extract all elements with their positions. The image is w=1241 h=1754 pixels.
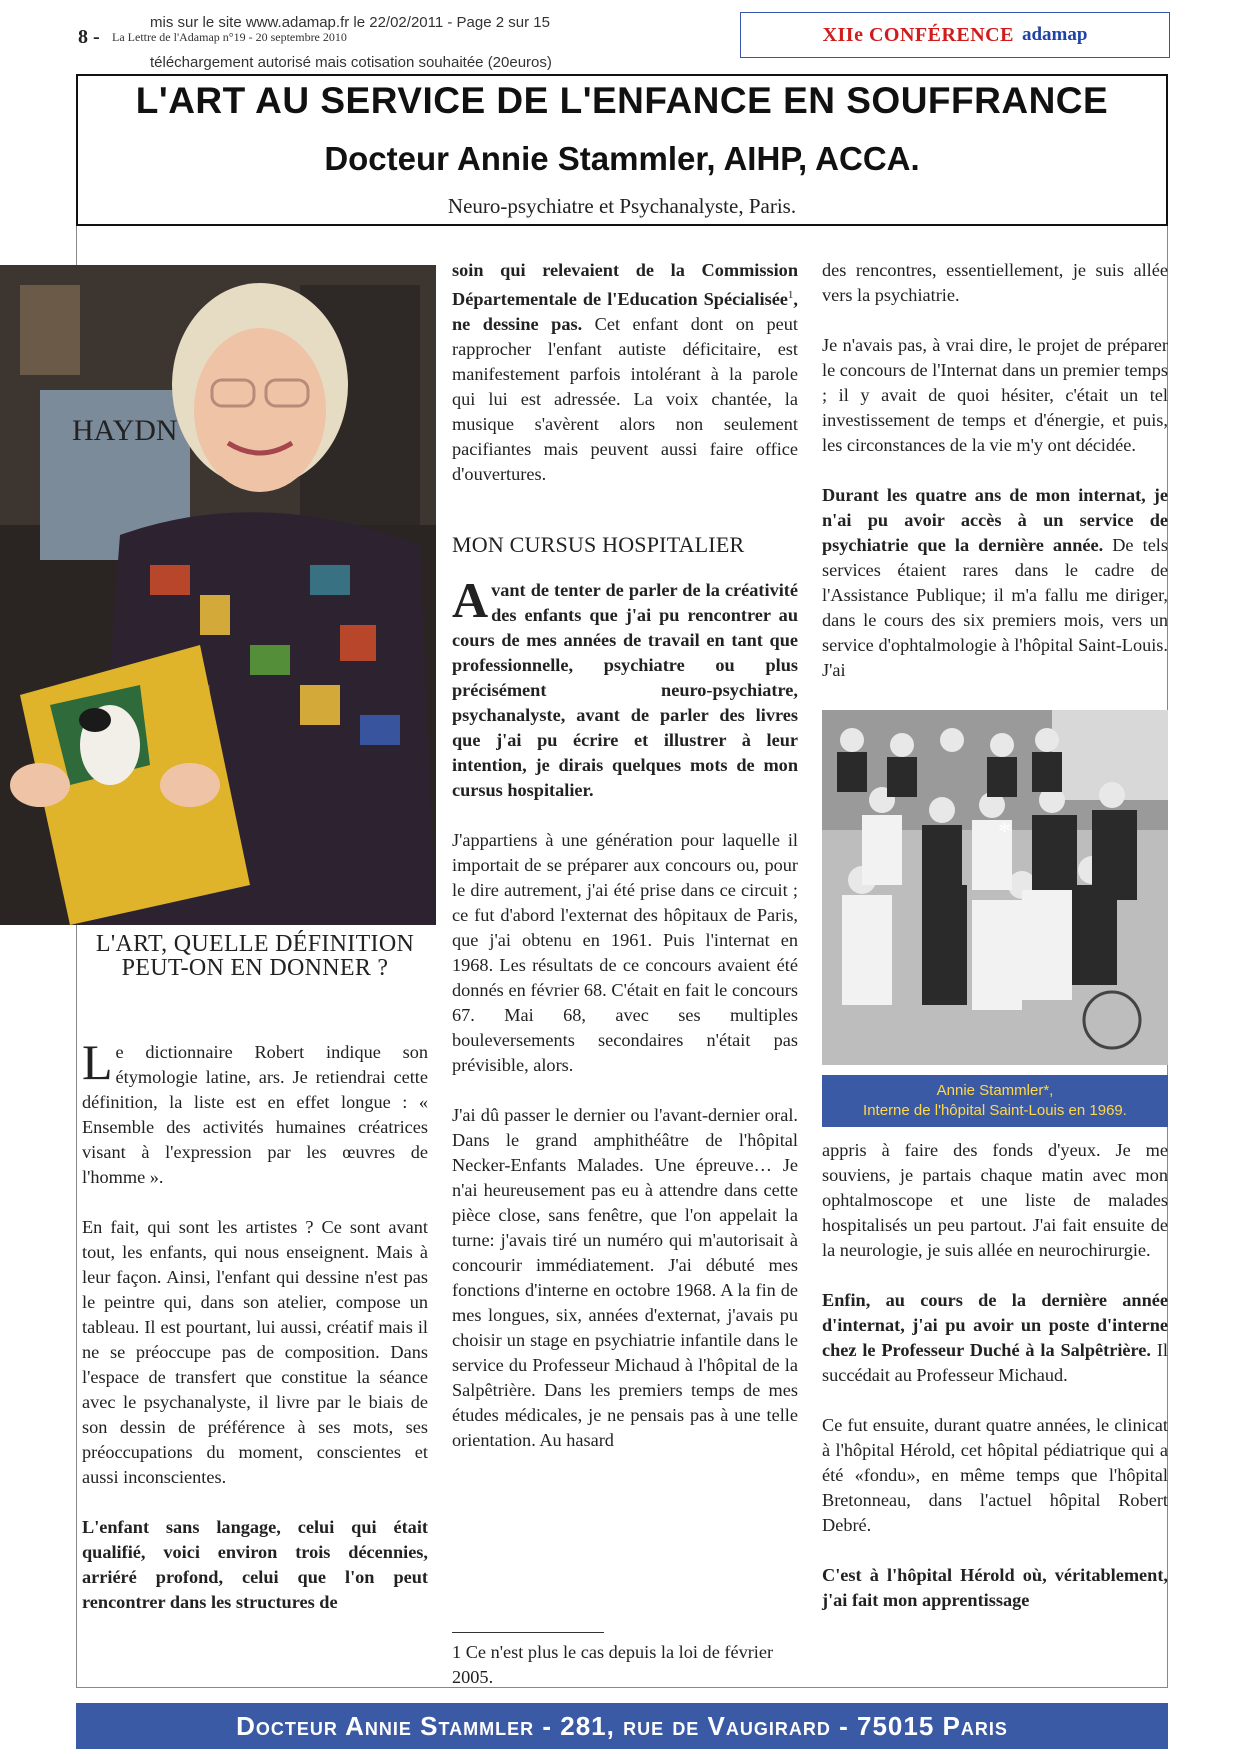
conference-badge xyxy=(740,12,1170,58)
paragraph-text: vant de tenter de parler de la créativité des enfants que j'ai pu rencontrer au cours de mes années de travail en tant que professionnelle, psychiatre ou plus précisément neuro-psychiatre, psychanalyste, avant de parler des livres que j'ai pu écrire et illustrer à leur intention, je dirais quelques mots de mon cursus hospitalier. xyxy=(452,580,798,800)
book-title-text: HAYDN xyxy=(72,414,178,447)
paragraph xyxy=(822,483,1168,683)
author-name: Docteur Annie Stammler, AIHP, ACCA. xyxy=(324,140,920,177)
title-box xyxy=(76,74,1168,226)
footnote: 1 Ce n'est plus le cas depuis la loi de février 2005. xyxy=(452,1642,774,1687)
paragraph: appris à faire des fonds d'yeux. Je me souviens, je partais chaque matin avec mon ophtalmoscope et une liste de malades hospitalisés un peu partout. J'ai fait ensuite de la neurologie, je suis allée en neurochirurgie. xyxy=(822,1140,1168,1260)
download-notice: téléchargement autorisé mais cotisation souhaitée (20euros) xyxy=(150,54,552,71)
paragraph xyxy=(82,1034,428,1190)
paragraph-text: De tels services étaient rares dans le cadre de l'Assistance Publique; il m'a fallu me diriger, dans le cours des six premiers mois, vers un service d'ophtalmologie à l'hôpital Saint-Louis. J'ai xyxy=(822,535,1168,680)
paragraph-bold xyxy=(452,572,798,803)
asterisk-marker: * xyxy=(998,817,1011,846)
drop-cap: L xyxy=(82,1034,113,1090)
column-3 xyxy=(822,258,1168,708)
bold-text: soin qui relevaient de la Commission Départementale de l'Education Spécialisée xyxy=(452,260,798,310)
column-2-continued xyxy=(452,572,798,1478)
caption-line: Interne de l'hôpital Saint-Louis en 1969. xyxy=(863,1102,1127,1119)
paragraph: J'ai dû passer le dernier ou l'avant-dernier oral. Dans le grand amphithéâtre de l'hôpital Necker-Enfants Malades. Une épreuve… Je n'ai heureusement pas eu à attendre dans cette pièce close, sans fenêtre, que l'on appelait la turne: j'avais tiré un numéro qui m'autorisait à concourir immédiatement. J'ai débuté mes fonctions d'interne en octobre 1968. A la fin de mes longues, six, années d'externat, j'avais pu choisir un stage en psychiatrie infantile dans le service du Professeur Michaud à l'hôpital de la Salpêtrière. Dans les premiers temps de mes études médicales, je ne pensais pas à une telle orientation. Au hasard xyxy=(452,1105,798,1450)
paragraph xyxy=(452,258,798,487)
paragraph: Ce fut ensuite, durant quatre années, le clinicat à l'hôpital Hérold, cet hôpital pédiatrique qui a été «fondu», en même temps que l'hôpital Bretonneau, dans l'actuel hôpital Robert Debré. xyxy=(822,1415,1168,1535)
paragraph: J'appartiens à une génération pour laquelle il importait de se préparer aux concours ou, pour le dire autrement, j'ai été prise dans ce circuit ; ce fut d'abord l'externat des hôpitaux de Paris, que j'ai obtenu en 1961. Puis l'internat en 1968. Les résultats de ce concours avaient été donnés en février 68. C'était en fait le concours 67. Mai 68, avec ses multiples bouleversements secondaires n'était pas prévisible, alors. xyxy=(452,830,798,1075)
section-heading-art-definition: L'ART, QUELLE DÉFINITION PEUT-ON EN DONNER ? xyxy=(95,931,415,981)
group-photo xyxy=(822,710,1168,1065)
paragraph-text: Cet enfant dont on peut rapprocher l'enfant autiste déficitaire, est manifestement parfois intolérant à la parole qui lui est adressée. La voix chantée, la musique s'avèrent alors non seulement pacifiantes mais peuvent aussi faire office d'ouvertures. xyxy=(452,314,798,485)
brand-name: adamap xyxy=(1021,24,1088,45)
article-title: L'ART AU SERVICE DE L'ENFANCE EN SOUFFRANCE xyxy=(135,80,1109,121)
footnote-rule xyxy=(452,1632,604,1633)
footnote-ref: 1 xyxy=(787,289,794,301)
column-3-continued xyxy=(822,1138,1168,1638)
site-meta-line: mis sur le site www.adamap.fr le 22/02/2011 - Page 2 sur 15 xyxy=(150,14,550,31)
paragraph-text: e dictionnaire Robert indique son étymologie latine, ars. Je retiendrai cette définition, la liste est en effet longue : « Ensemble des activités humaines créatrices visant à l'expression par les œuvres de l'homme ». xyxy=(82,1042,428,1187)
paragraph-bold: C'est à l'hôpital Hérold où, véritablement, j'ai fait mon apprentissage xyxy=(822,1565,1168,1610)
drop-cap: A xyxy=(452,572,489,628)
paragraph: En fait, qui sont les artistes ? Ce sont avant tout, les enfants, qui nous enseignent. Mais à leur façon. Ainsi, l'enfant qui dessine n'est pas le peintre qui, dans son atelier, compose un tableau. Il est pourtant, lui aussi, créatif mais il ne se préoccupe pas de composition. Dans l'espace de transfert que constitue la séance avec le psychanalyste, il livre par le biais de son dessin de préférence à ses mots, ses préoccupations du moment, conscientes et aussi inconscientes. xyxy=(82,1217,428,1487)
conference-label: XIIe CONFÉRENCE xyxy=(822,23,1014,46)
photo-caption xyxy=(822,1075,1168,1127)
section-heading-cursus: MON CURSUS HOSPITALIER xyxy=(452,532,745,557)
page-number: 8 - xyxy=(78,26,100,48)
bold-text: Enfin, au cours de la dernière année d'internat, j'ai pu avoir un poste d'interne chez le Professeur Duché à la Salpêtrière. xyxy=(822,1290,1168,1360)
bold-text: , ne dessine pas. xyxy=(452,289,798,335)
paragraph-bold: L'enfant sans langage, celui qui était qualifié, voici environ trois décennies, arriéré profond, celui que l'on peut rencontrer dans les structures de xyxy=(82,1517,428,1612)
paragraph: Je n'avais pas, à vrai dire, le projet de préparer le concours de l'Internat dans un premier temps ; il y avait de quoi hésiter, c'était un tel investissement de temps et d'énergie, et puis, les circonstances de la vie m'y ont décidée. xyxy=(822,335,1168,455)
paragraph xyxy=(822,1288,1168,1388)
column-1 xyxy=(82,1034,428,1640)
paragraph: des rencontres, essentiellement, je suis allée vers la psychiatrie. xyxy=(822,260,1168,305)
caption-line: Annie Stammler*, xyxy=(936,1082,1054,1099)
portrait-photo xyxy=(0,265,436,925)
author-role: Neuro-psychiatre et Psychanalyste, Paris. xyxy=(447,194,797,218)
footer-address-bar: Docteur Annie Stammler - 281, rue de Vaugirard - 75015 Paris xyxy=(76,1703,1168,1749)
publication-line: La Lettre de l'Adamap n°19 - 20 septembre 2010 xyxy=(112,30,347,44)
bold-text: Durant les quatre ans de mon internat, je n'ai pu avoir accès à un service de psychiatrie que la dernière année. xyxy=(822,485,1168,555)
column-2 xyxy=(452,258,798,512)
paragraph-text: Il succédait au Professeur Michaud. xyxy=(822,1340,1168,1385)
